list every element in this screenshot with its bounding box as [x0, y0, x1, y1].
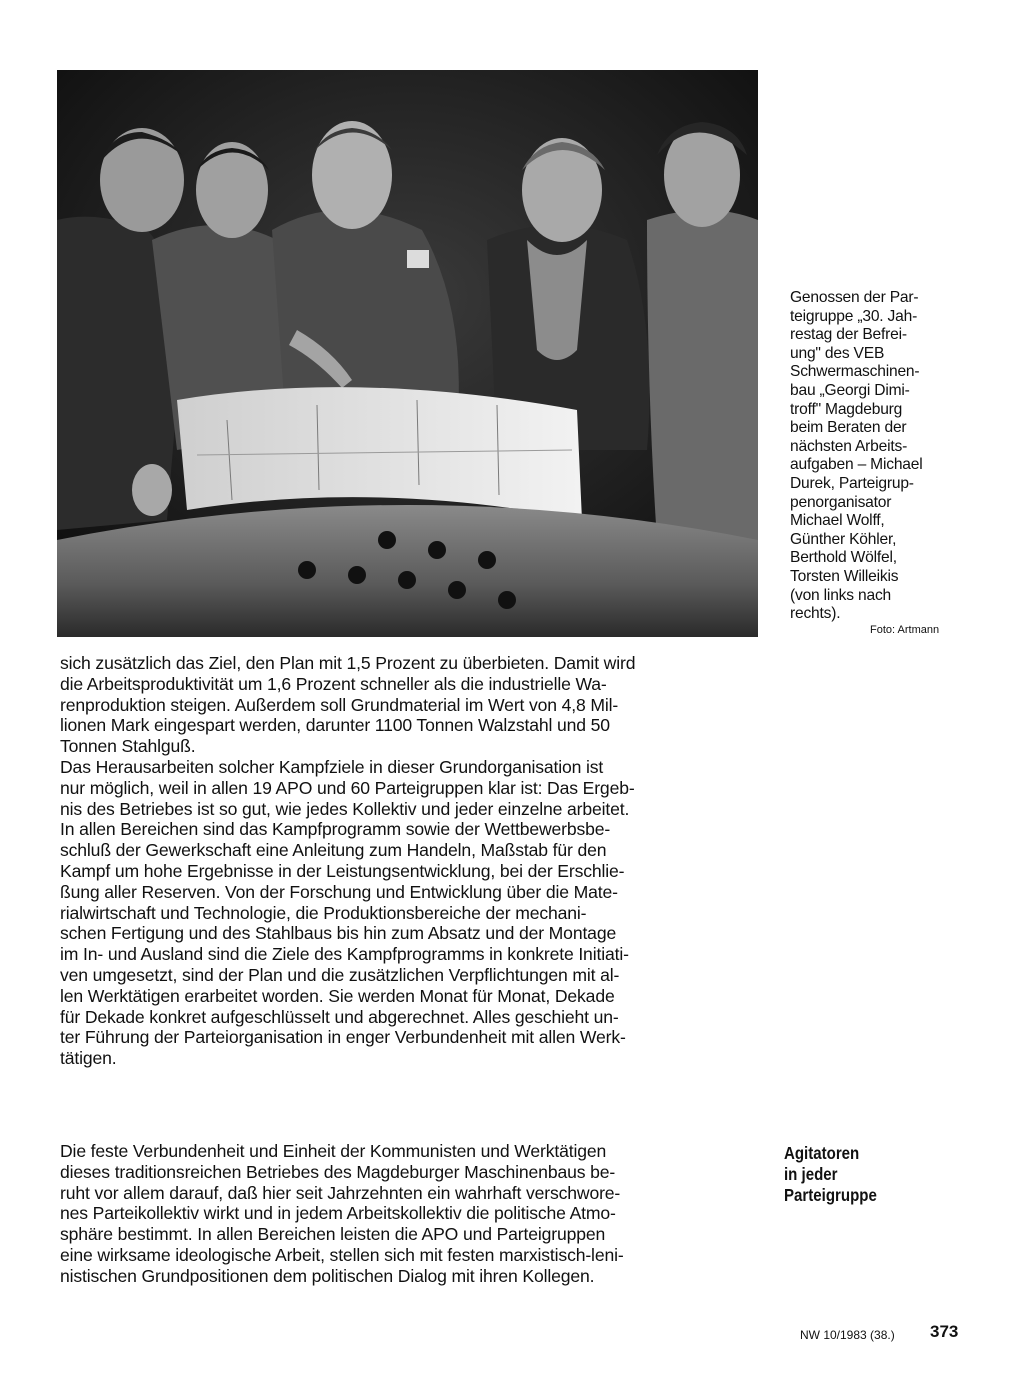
caption-line: restag der Befrei- [790, 326, 907, 344]
body-line: len Werktätigen erarbeitet worden. Sie werden Monat für Monat, Dekade [60, 985, 615, 1006]
photo [57, 70, 758, 637]
photo-caption [790, 289, 980, 624]
photo-image [57, 70, 758, 637]
caption-line: Berthold Wölfel, [790, 549, 897, 567]
body-line: für Dekade konkret aufgeschlüsselt und abgerechnet. Alles geschieht un- [60, 1006, 619, 1027]
page-number: 373 [930, 1322, 959, 1341]
body-line: ven umgesetzt, sind der Plan und die zusätzlichen Verpflichtungen mit al- [60, 964, 620, 985]
footer-reference: NW 10/1983 (38.) [800, 1328, 895, 1342]
body-line: nes Parteikollektiv wirkt und in jedem Arbeitskollektiv die politische Atmo- [60, 1203, 616, 1224]
body-line: tätigen. [60, 1048, 117, 1069]
body-line: In allen Bereichen sind das Kampfprogramm sowie der Wettbewerbsbe- [60, 819, 611, 840]
metal-workpiece [57, 505, 758, 637]
body-line: Tonnen Stahlguß. [60, 736, 196, 757]
caption-line: aufgaben – Michael [790, 456, 923, 474]
body-line: renproduktion steigen. Außerdem soll Grundmaterial im Wert von 4,8 Mil- [60, 694, 619, 715]
caption-line: (von links nach [790, 586, 892, 604]
body-line: ter Führung der Parteiorganisation in enger Verbundenheit mit allen Werk- [60, 1027, 626, 1048]
body-line: schluß der Gewerkschaft eine Anleitung zum Handeln, Maßstab für den [60, 840, 607, 861]
body-line: ßung aller Reserven. Von der Forschung und Entwicklung über die Mate- [60, 881, 618, 902]
body-line: lionen Mark eingespart werden, darunter 1100 Tonnen Walzstahl und 50 [60, 715, 610, 736]
body-line: ruht vor allem darauf, daß hier seit Jahrzehnten ein wahrhaft verschwore- [60, 1182, 621, 1203]
body-text-block-2 [60, 1141, 760, 1287]
caption-line: Genossen der Par- [790, 289, 919, 306]
caption-line: Durek, Parteigrup- [790, 474, 914, 492]
caption-line: Michael Wolff, [790, 512, 885, 530]
body-line: Die feste Verbundenheit und Einheit der Kommunisten und Werktätigen [60, 1141, 607, 1161]
side-heading-line: in jeder [784, 1164, 838, 1184]
body-line: dieses traditionsreichen Betriebes des Magdeburger Maschinenbaus be- [60, 1161, 616, 1182]
caption-line: penorganisator [790, 493, 892, 511]
body-line: Kampf um hohe Ergebnisse in der Leistungsentwicklung, bei der Erschlie- [60, 860, 625, 881]
caption-line: Torsten Willeikis [790, 567, 899, 585]
side-heading-line: Parteigruppe [784, 1185, 877, 1205]
body-line: nur möglich, weil in allen 19 APO und 60 Parteigruppen klar ist: Das Ergeb- [60, 777, 635, 798]
body-line: rialwirtschaft und Technologie, die Produktionsbereiche der mechani- [60, 902, 587, 923]
body-line: nis des Betriebes ist so gut, wie jedes Kollektiv und jeder einzelne arbeitet. [60, 798, 630, 819]
body-text-block-1 [60, 653, 760, 1069]
caption-line: nächsten Arbeits- [790, 437, 908, 455]
body-line: nistischen Grundpositionen dem politischen Dialog mit ihren Kollegen. [60, 1265, 595, 1286]
caption-line: teigruppe „30. Jah- [790, 307, 918, 325]
body-line: sphäre bestimmt. In allen Bereichen leisten die APO und Parteigruppen [60, 1224, 606, 1245]
caption-line: Schwermaschinen- [790, 363, 920, 381]
body-line: sich zusätzlich das Ziel, den Plan mit 1,5 Prozent zu überbieten. Damit wird [60, 653, 636, 673]
caption-line: troff" Magdeburg [790, 400, 903, 418]
caption-line: rechts). [790, 605, 841, 623]
side-heading [784, 1143, 877, 1206]
body-line: Das Herausarbeiten solcher Kampfziele in dieser Grundorganisation ist [60, 756, 604, 777]
photo-credit: Foto: Artmann [870, 624, 940, 636]
body-line: die Arbeitsproduktivität um 1,6 Prozent schneller als die industrielle Wa- [60, 673, 607, 694]
body-line: eine wirksame ideologische Arbeit, stellen sich mit festen marxistisch-leni- [60, 1244, 624, 1265]
body-line: schen Fertigung und des Stahlbaus bis hin zum Absatz und der Montage [60, 923, 617, 944]
caption-line: bau „Georgi Dimi- [790, 381, 910, 399]
caption-line: beim Beraten der [790, 419, 907, 437]
caption-line: ung" des VEB [790, 344, 885, 362]
body-line: im In- und Ausland sind die Ziele des Kampfprogramms in konkrete Initiati- [60, 944, 629, 965]
side-heading-line: Agitatoren [784, 1143, 860, 1163]
caption-line: Günther Köhler, [790, 530, 897, 548]
